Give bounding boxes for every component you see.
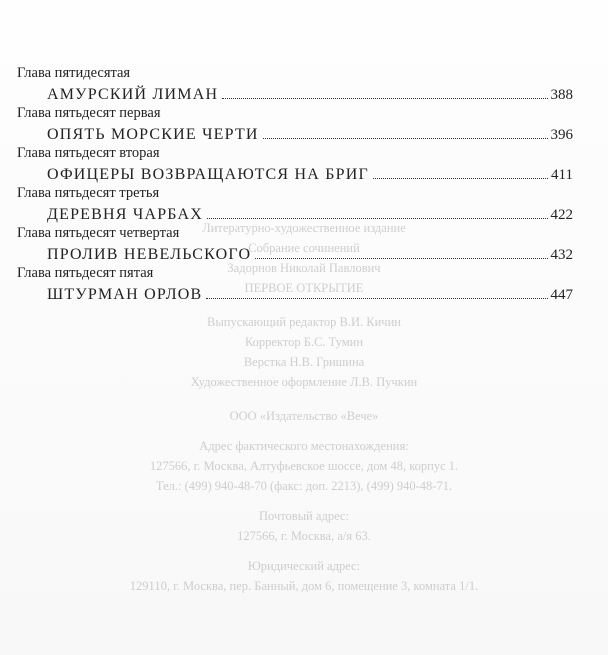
showthrough-line: Верстка Н.В. Гришина [243,355,365,369]
showthrough-line: Корректор Б.С. Тумин [244,335,364,349]
page-number: 422 [550,207,573,223]
showthrough-line: 127566, г. Москва, а/я 63. [237,529,371,543]
showthrough-line: 129110, г. Москва, пер. Банный, дом 6, помещение 3, комната 1/1. [129,579,479,593]
toc-entry[interactable] [17,265,573,304]
showthrough-line: Литературно-художественное издание [202,221,406,235]
chapter-title: АМУРСКИЙ ЛИМАН [47,86,219,103]
showthrough-line: Тел.: (499) 940-48-70 (факс: доп. 2213), (499) 940-48-71. [155,479,453,493]
dot-leader [207,218,548,219]
table-of-contents [17,65,573,305]
chapter-title: ПРОЛИВ НЕВЕЛЬСКОГО [47,246,252,263]
title-row [17,82,573,104]
chapter-title: ШТУРМАН ОРЛОВ [47,286,203,303]
showthrough-line: 127566, г. Москва, Алтуфьевское шоссе, дом 48, корпус 1. [149,459,459,473]
showthrough-line: Адрес фактического местонахождения: [199,439,409,453]
showthrough-line: Юридический адрес: [247,559,361,573]
chapter-label: Глава пятьдесят первая [17,105,161,121]
page-number: 432 [550,247,573,263]
title-row [17,202,573,224]
dot-leader [255,258,547,259]
title-row [17,282,573,304]
chapter-label: Глава пятьдесят вторая [17,145,160,161]
chapter-title: ОПЯТЬ МОРСКИЕ ЧЕРТИ [47,126,259,143]
page-number: 447 [550,287,573,303]
toc-entry[interactable] [17,65,573,104]
showthrough-line: Художественное оформление Л.В. Пучкин [190,375,418,389]
page-number: 396 [550,127,573,143]
chapter-label: Глава пятьдесят третья [17,185,160,201]
toc-entry[interactable] [17,225,573,264]
toc-entry[interactable] [17,105,573,144]
page-number: 411 [551,167,573,183]
showthrough-line: ООО «Издательство «Вече» [229,409,379,423]
title-row [17,242,573,264]
toc-entry[interactable] [17,185,573,224]
dot-leader [373,178,548,179]
dot-leader [206,298,547,299]
toc-entry[interactable] [17,145,573,184]
title-row [17,162,573,184]
showthrough-line: Выпускающий редактор В.И. Кичин [207,315,401,329]
chapter-title: ОФИЦЕРЫ ВОЗВРАЩАЮТСЯ НА БРИГ [47,166,369,183]
showthrough-line: Почтовый адрес: [259,509,349,523]
showthrough-line: Задорнов Николай Павлович [227,261,381,275]
dot-leader [263,138,548,139]
page-number: 388 [550,87,573,103]
showthrough-line: ПЕРВОЕ ОТКРЫТИЕ [244,281,364,295]
title-row [17,122,573,144]
chapter-label: Глава пятидесятая [17,65,131,81]
showthrough-line: Собрание сочинений [248,241,360,255]
chapter-title: ДЕРЕВНЯ ЧАРБАХ [47,206,203,223]
chapter-label: Глава пятьдесят пятая [17,265,154,281]
chapter-label: Глава пятьдесят четвертая [17,225,180,241]
dot-leader [222,98,547,99]
